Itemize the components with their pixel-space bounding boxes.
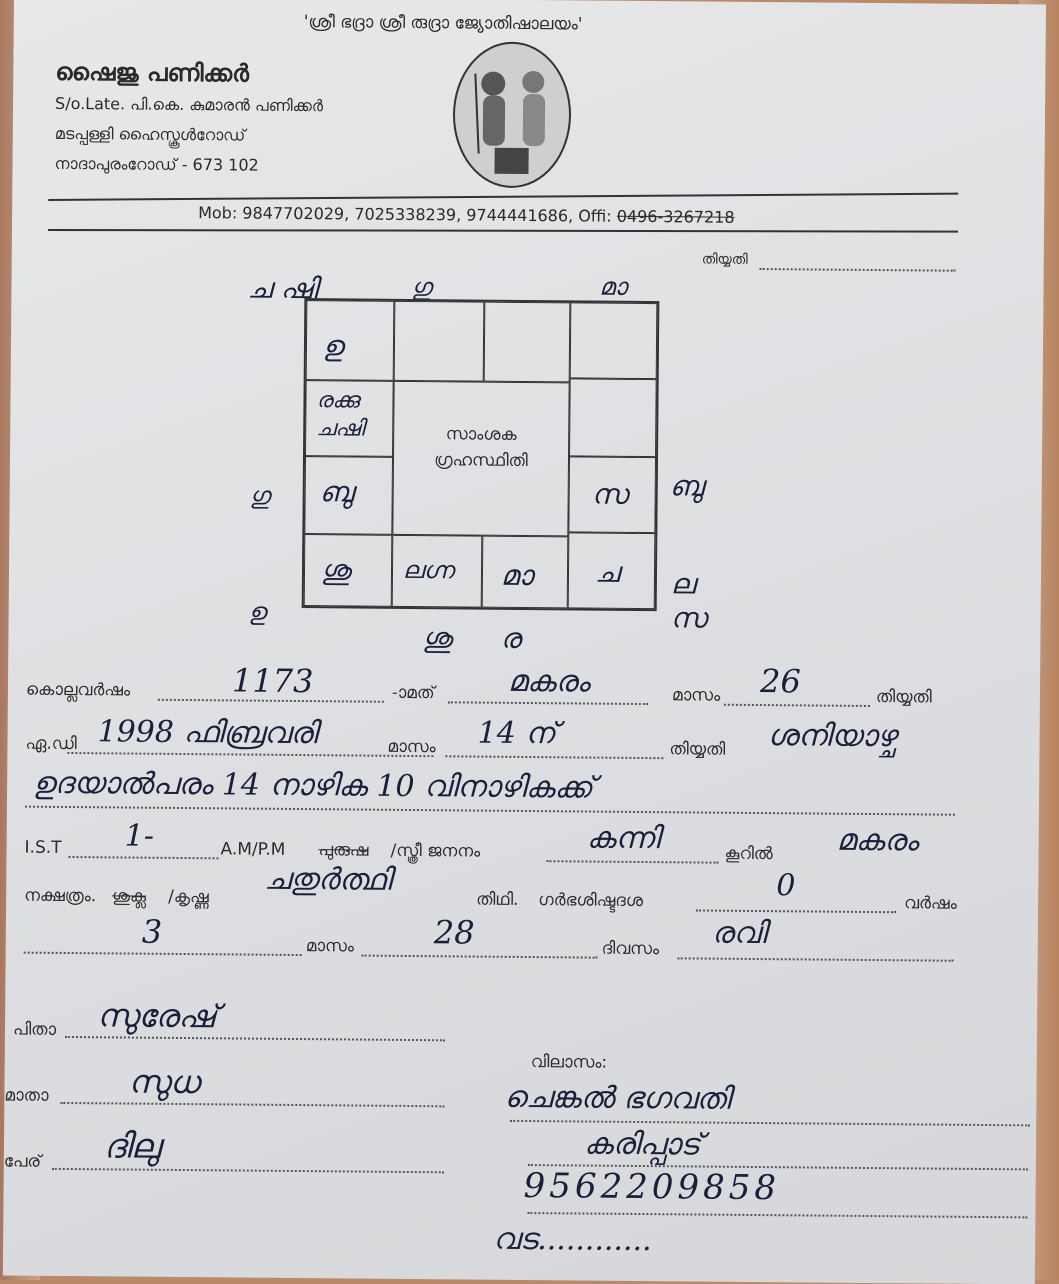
- garbha-label: ഗർഭശിഷ്ടദശ: [538, 890, 644, 912]
- tithi-label: തിഥി.: [476, 889, 519, 910]
- chart-cell-r2c0: ബു: [304, 456, 393, 535]
- kollam-value: 1173: [231, 661, 314, 701]
- dasa-lord-value: രവി: [711, 915, 767, 952]
- chart-cell-r0c2: [484, 302, 571, 383]
- pitha-label: പിതാ: [12, 1019, 57, 1040]
- chart-cell-r0c0: ഉ: [306, 300, 395, 381]
- vilasam-label: വിലാസം:: [530, 1052, 608, 1073]
- nakshatra-value: ചതുർത്ഥി: [264, 861, 392, 898]
- chart-outside-left-mid: ഗു: [249, 481, 270, 510]
- varsham-label: വർഷം: [904, 893, 957, 914]
- chart-cell-r0c1: [394, 301, 485, 382]
- dasa-lord-line: [678, 957, 954, 961]
- kurithu-label: കൂറിൽ: [724, 843, 773, 865]
- date-line: [760, 268, 956, 272]
- chart-outside-top-left: ച ഷി: [247, 271, 318, 306]
- chart-cell-r0c3: [570, 302, 658, 379]
- masam-count-line: [24, 952, 302, 956]
- ad-tiyyathi-label: തിയ്യതി: [669, 739, 726, 760]
- address-line-3-dots: [527, 1212, 1027, 1218]
- day-value: 26: [759, 662, 801, 701]
- date-label: തിയ്യതി: [701, 251, 748, 268]
- dasa-value: 0: [776, 868, 796, 904]
- horoscope-form-sheet: [3, 0, 1046, 1284]
- chart-cell-r3c2: മാ: [482, 536, 569, 609]
- kuru-value: മകരം: [836, 822, 919, 859]
- office-phone-struck: 0496-3267218: [616, 206, 735, 227]
- pitha-value: സുരേഷ്: [96, 996, 217, 1036]
- chart-center: സാംശക ഗ്രഹസ്ഥിതി: [392, 381, 569, 537]
- month-value: മകരം: [507, 663, 590, 700]
- chart-outside-right-mid: ബു: [669, 469, 704, 503]
- header-rule-top: [48, 193, 958, 201]
- dasa-line: [696, 909, 896, 913]
- chart-cell-r3c0: ശു: [304, 534, 393, 607]
- masam-label: മാസം: [671, 685, 721, 706]
- lagna-value: കന്നി: [586, 820, 660, 857]
- ad-day-line: [445, 755, 663, 759]
- matha-label: മാതാ: [4, 1085, 49, 1106]
- divasam-count-line: [362, 955, 598, 959]
- chart-cell-r3c1: ലഗ്ന: [392, 535, 483, 608]
- ist-line: [68, 856, 218, 859]
- address-value-4: വട............: [493, 1221, 652, 1259]
- chart-outside-left-bottom: ഉ: [248, 597, 267, 626]
- divasam-count-value: 28: [433, 913, 475, 952]
- matha-line: [60, 1102, 444, 1107]
- address-value-1: ചെങ്കൽ ഭഗവതി: [504, 1079, 731, 1117]
- ad-day-value: 14 ന്: [477, 715, 557, 752]
- astrologer-parent: S/o.Late. പി.കെ. കുമാരൻ പണിക്കർ: [54, 93, 324, 116]
- udayal-value: ഉദയാൽപരം 14 നാഴിക 10 വിനാഴികക്ക്: [32, 765, 594, 806]
- address-value-2: കരിപ്പാട്: [583, 1126, 701, 1163]
- ist-value: 1-: [124, 818, 155, 854]
- per-line: [52, 1168, 444, 1173]
- per-value: ദിലു: [103, 1126, 161, 1167]
- ist-label: I.S.T: [24, 837, 62, 858]
- phone-numbers: Mob: 9847702029, 7025338239, 9744441686, Offi: 0496-3267218: [198, 203, 735, 227]
- chart-cell-r3c3: ച: [568, 532, 656, 609]
- udayal-line: [25, 806, 955, 816]
- paksha-struck: ശുക്ല: [112, 886, 147, 907]
- amath-label: -ാമത്: [391, 682, 435, 704]
- day-line: [724, 704, 870, 707]
- astrologer-name: ഷൈജു പണിക്കർ: [55, 57, 250, 88]
- navamsa-chart: [302, 298, 660, 611]
- chart-outside-top-mid: ഗു: [411, 272, 432, 302]
- ad-line: [67, 752, 433, 757]
- gender-label: /സ്ത്രീ ജനനം: [390, 840, 481, 862]
- gender-struck: പുരുഷ: [318, 840, 369, 861]
- chart-cell-r1c0: രക്കു ചഷി: [305, 380, 394, 457]
- address-line-2: നാദാപുരംറോഡ് - 673 102: [54, 153, 259, 175]
- pitha-line: [65, 1036, 445, 1041]
- masam-label-2: മാസം: [305, 936, 355, 957]
- ad-value: 1998 ഫിബ്രവരി: [97, 714, 318, 752]
- tiyyathi-label: തിയ്യതി: [875, 687, 932, 708]
- address-line-1: മടപ്പള്ളി ഹൈസ്കൂൾറോഡ്: [54, 123, 246, 145]
- krishna-label: /കൃഷ്ണ: [168, 886, 209, 908]
- header-rule-bottom: [48, 229, 958, 233]
- chart-outside-bottom: ശു ര: [422, 621, 521, 655]
- chart-cell-r1c3: [569, 378, 657, 457]
- masam-count-value: 3: [141, 912, 163, 951]
- ampm-label: A.M/P.M: [220, 839, 286, 860]
- kollam-label: കൊല്ലവർഷം: [25, 679, 131, 701]
- divasam-label: ദിവസം: [601, 938, 660, 960]
- chart-outside-right-bottom: ല സ: [670, 567, 707, 635]
- month-line: [448, 701, 648, 705]
- address-line-1-dots: [510, 1120, 1030, 1127]
- weekday-value: ശനിയാഴ്ച: [767, 718, 897, 755]
- chart-outside-top-right: മാ: [599, 272, 627, 301]
- chart-cell-r2c3: സ: [568, 456, 656, 533]
- lagna-line: [546, 860, 718, 864]
- deity-image: [452, 41, 571, 188]
- ad-label: ഏ.ഡി: [25, 733, 77, 755]
- address-value-3: 9562209858: [523, 1165, 781, 1209]
- ad-masam-label: മാസം: [387, 736, 436, 758]
- matha-value: സുധ: [128, 1062, 200, 1102]
- per-label: പേര്: [3, 1151, 42, 1172]
- nakshatra-label: നക്ഷത്രം.: [24, 885, 97, 907]
- temple-title: 'ശ്രീ ഭദ്രാ ശ്രീ രുദ്രാ ജ്യോതിഷാലയം': [303, 12, 583, 35]
